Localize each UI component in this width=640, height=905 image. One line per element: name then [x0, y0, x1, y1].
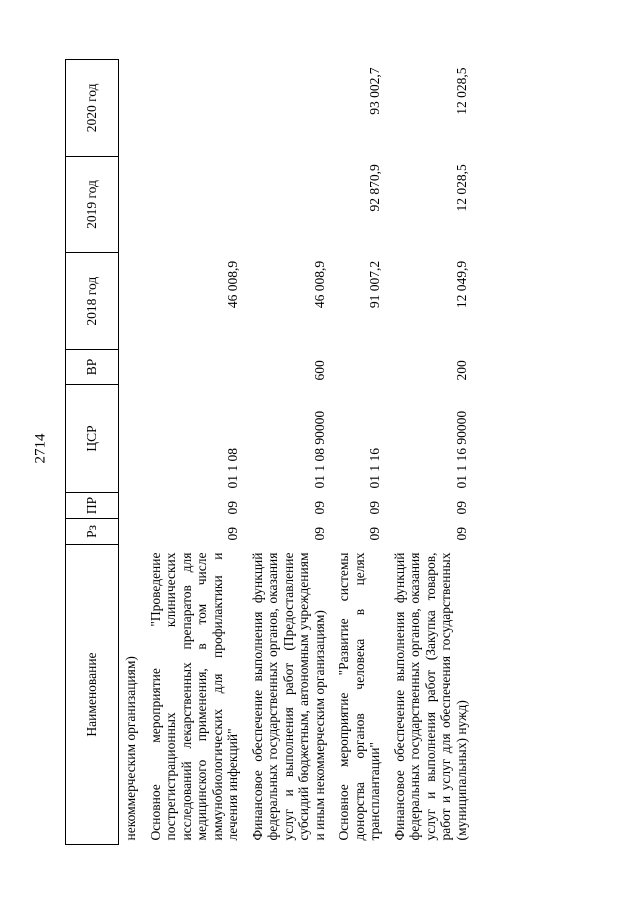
budget-table-page	[65, 60, 620, 845]
row-2018	[119, 253, 145, 350]
header-2020: 2020 год	[66, 60, 119, 157]
header-2019: 2019 год	[66, 156, 119, 253]
row-csr: 01 1 08 90000	[311, 410, 327, 489]
header-vr: ВР	[66, 350, 119, 385]
row-rz: 09	[311, 527, 327, 541]
row-2020	[145, 60, 247, 157]
header-pr: ПР	[66, 493, 119, 519]
budget-table	[65, 59, 475, 845]
page-number: 2714	[32, 433, 49, 464]
header-name: Наименование	[66, 545, 119, 845]
table-row	[389, 60, 476, 845]
row-pr	[119, 493, 145, 519]
table-row	[247, 60, 334, 845]
row-2019: 92 870,9	[367, 164, 382, 212]
row-rz: 09	[453, 527, 469, 541]
row-2020: 93 002,7	[367, 67, 382, 115]
row-2018: 91 007,2	[367, 260, 382, 309]
header-csr: ЦСР	[66, 385, 119, 493]
row-pr: 09	[311, 501, 327, 515]
row-vr: 200	[453, 360, 469, 381]
header-rz: Рз	[66, 519, 119, 545]
row-csr: 01 1 16 90000	[453, 410, 469, 489]
row-2019: 12 028,5	[453, 164, 469, 212]
row-csr	[119, 385, 145, 493]
row-2020: 12 028,5	[453, 67, 469, 115]
row-name: Финансовое обеспечение выполнения функций федеральных государственных органов, оказания услуг и выполнения работ (Закупка товаров, работ и услуг для обеспечения государственных (муниципальных) нужд)	[391, 552, 469, 841]
row-pr: 09	[225, 501, 240, 515]
row-vr	[119, 350, 145, 385]
row-pr: 09	[367, 501, 382, 515]
row-2018: 12 049,9	[453, 260, 469, 309]
row-2018: 46 008,9	[225, 260, 240, 309]
row-2019	[119, 156, 145, 253]
table-row	[333, 60, 389, 845]
table-row	[119, 60, 145, 845]
row-pr: 09	[453, 501, 469, 515]
row-name: Основное мероприятие "Проведение пострегистрационных клинических исследований лекарственных препаратов для медицинского применения, в том числе иммунобиологических для профилактики и лечения инфекций"	[147, 552, 240, 841]
row-rz: 09	[367, 527, 382, 541]
row-vr: 600	[311, 360, 327, 381]
row-csr: 01 1 16	[367, 448, 382, 489]
row-rz: 09	[225, 527, 240, 541]
row-csr: 01 1 08	[225, 448, 240, 489]
row-vr	[333, 350, 389, 385]
row-2019	[145, 156, 247, 253]
row-vr	[145, 350, 247, 385]
table-header-row	[66, 60, 119, 845]
row-2020	[119, 60, 145, 157]
row-name: некоммерческим организациям)	[123, 656, 138, 841]
row-2019	[247, 156, 334, 253]
header-2018: 2018 год	[66, 253, 119, 350]
row-name: Основное мероприятие "Развитие системы донорства органов человека в целях трансплантации"	[336, 552, 382, 841]
row-2018: 46 008,9	[311, 260, 327, 309]
table-row	[145, 60, 247, 845]
row-rz	[119, 519, 145, 545]
row-name: Финансовое обеспечение выполнения функций федеральных государственных органов, оказания услуг и выполнения работ (Предоставление субсидий бюджетным, автономным учреждениям и иным некоммерческим организациям)	[249, 552, 327, 841]
row-2020	[247, 60, 334, 157]
